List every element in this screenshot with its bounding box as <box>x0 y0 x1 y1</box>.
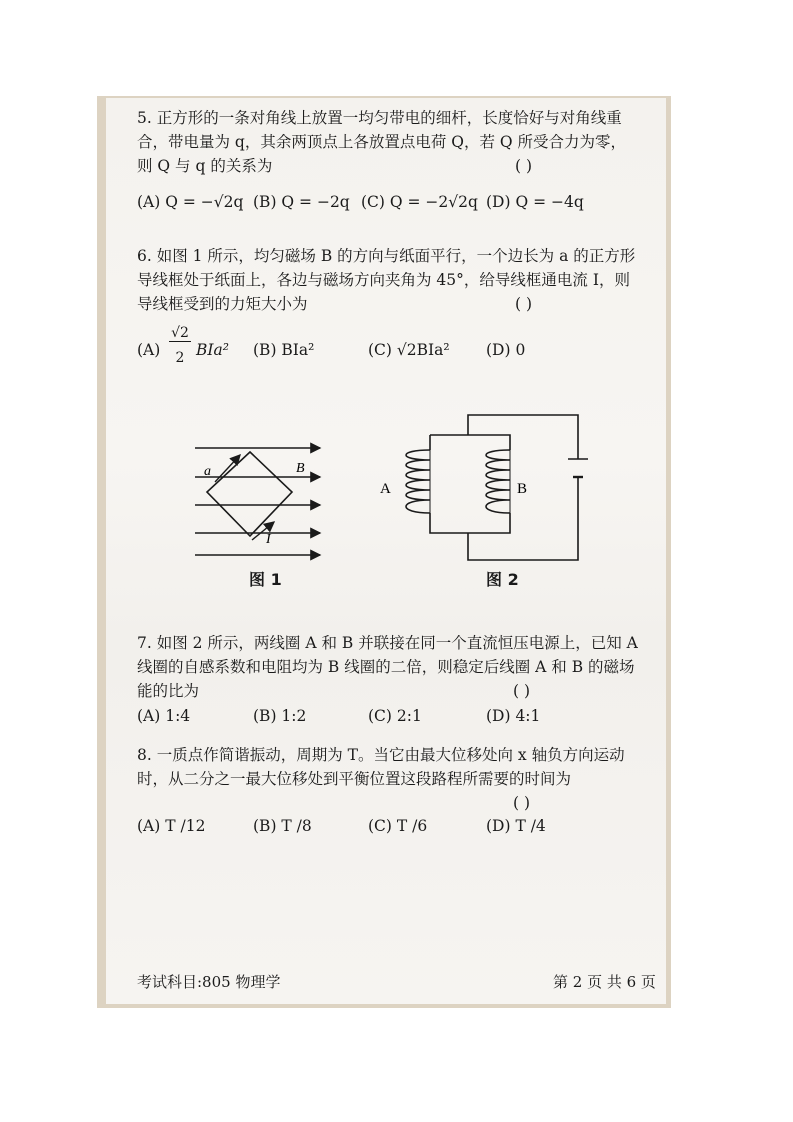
q7-option-b: (B) 1:2 <box>253 707 307 725</box>
q6-option-c: (C) √2BIa² <box>368 341 450 359</box>
wire-inner-top <box>430 435 510 450</box>
fig2-label-A: A <box>380 481 391 497</box>
q6-answer-paren: ( ) <box>515 295 533 313</box>
q6-option-d: (D) 0 <box>486 341 526 359</box>
q7-line2: 线圈的自感系数和电阻均为 B 线圈的二倍，则稳定后线圈 A 和 B 的磁场 <box>137 658 635 676</box>
q6-option-a-expr: BIa² <box>196 341 229 359</box>
q7-line1: 7. 如图 2 所示，两线圈 A 和 B 并联接在同一个直流恒压电源上，已知 A <box>137 634 638 652</box>
q5-line2: 合，带电量为 q，其余两顶点上各放置点电荷 Q，若 Q 所受合力为零， <box>137 133 627 151</box>
side-a-arrow <box>215 455 240 482</box>
q5-line1: 5. 正方形的一条对角线上放置一均匀带电的细杆，长度恰好与对角线重 <box>137 109 622 127</box>
coil-a <box>406 450 430 513</box>
figure-2-caption: 图 2 <box>486 570 519 589</box>
fig1-label-a: a <box>204 464 211 479</box>
fig1-label-I: I <box>266 532 271 547</box>
q7-option-c: (C) 2:1 <box>368 707 422 725</box>
q8-option-d: (D) T /4 <box>486 817 546 835</box>
q5-option-b: (B) Q = −2q <box>253 193 350 211</box>
q5-line3: 则 Q 与 q 的关系为 <box>137 157 273 175</box>
figure-1-caption: 图 1 <box>249 570 282 589</box>
q7-line3: 能的比为 <box>137 682 200 700</box>
figure-2-circuit <box>370 405 590 565</box>
q7-option-a: (A) 1:4 <box>137 707 191 725</box>
coil-b <box>486 450 510 513</box>
q8-answer-paren: ( ) <box>513 794 531 812</box>
fig1-label-B: B <box>296 461 305 476</box>
q6-line2: 导线框处于纸面上，各边与磁场方向夹角为 45°，给导线框通电流 I，则 <box>137 271 630 289</box>
wire-top-right <box>468 415 578 459</box>
square-loop <box>207 452 292 536</box>
q6-option-b: (B) BIa² <box>253 341 315 359</box>
q6-line1: 6. 如图 1 所示，均匀磁场 B 的方向与纸面平行，一个边长为 a 的正方形 <box>137 247 636 265</box>
q8-option-b: (B) T /8 <box>253 817 312 835</box>
q6-option-a-numerator: √2 <box>169 325 191 342</box>
q8-option-c: (C) T /6 <box>368 817 428 835</box>
footer-subject: 考试科目:805 物理学 <box>137 973 281 991</box>
q7-answer-paren: ( ) <box>513 682 531 700</box>
wire-inner-bottom <box>430 513 510 533</box>
q7-option-d: (D) 4:1 <box>486 707 541 725</box>
q6-option-a-denominator: 2 <box>175 350 185 366</box>
footer-page-number: 第 2 页 共 6 页 <box>553 973 656 991</box>
q5-option-d: (D) Q = −4q <box>486 193 584 211</box>
q8-line1: 8. 一质点作简谐振动，周期为 T。当它由最大位移处向 x 轴负方向运动 <box>137 746 625 764</box>
q6-line3: 导线框受到的力矩大小为 <box>137 295 308 313</box>
q8-line2: 时，从二分之一最大位移处到平衡位置这段路程所需要的时间为 <box>137 770 572 788</box>
q5-option-a: (A) Q = −√2q <box>137 193 244 211</box>
q8-option-a: (A) T /12 <box>137 817 206 835</box>
q5-answer-paren: ( ) <box>515 157 533 175</box>
q6-option-a-label: (A) <box>137 341 161 359</box>
figure-1-diagram <box>190 430 330 565</box>
q5-option-c: (C) Q = −2√2q <box>361 193 478 211</box>
fig2-label-B: B <box>517 481 528 497</box>
